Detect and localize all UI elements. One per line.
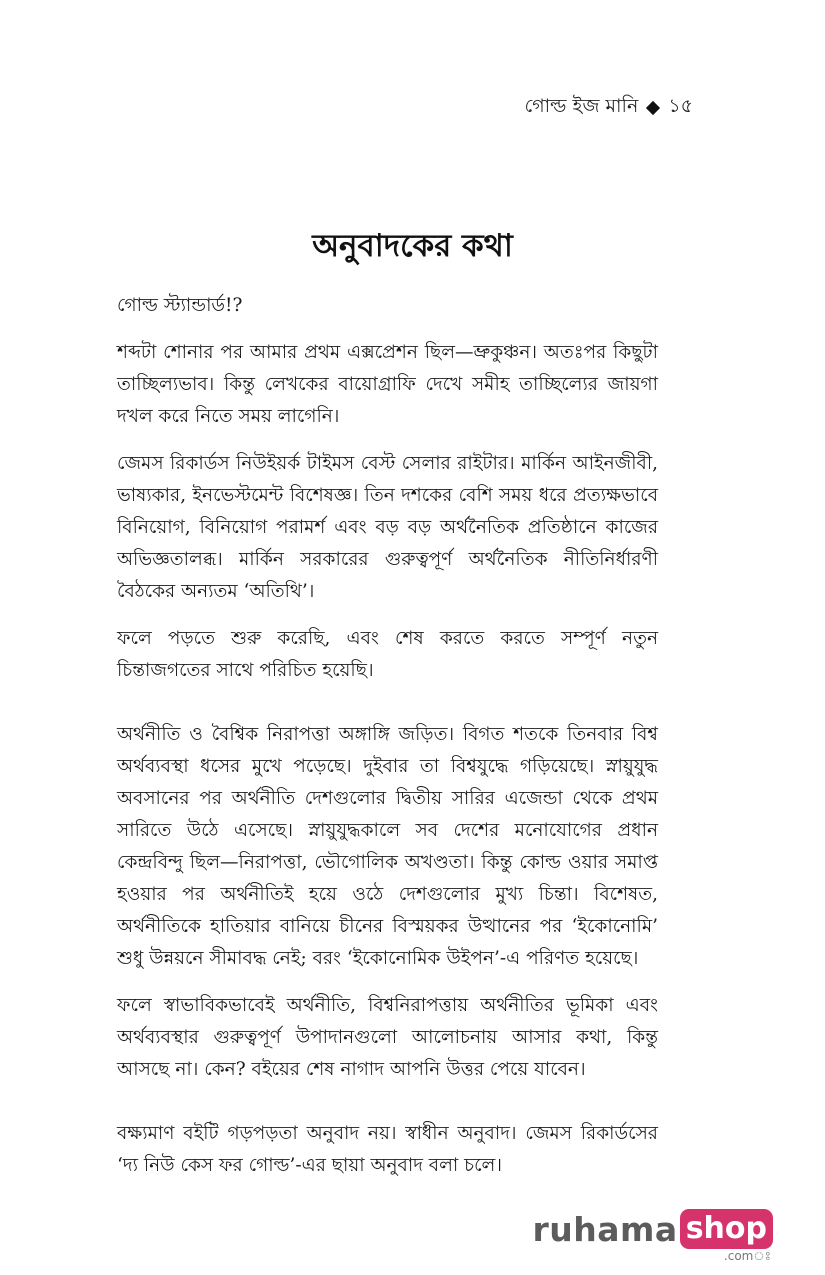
diamond-icon <box>646 101 660 115</box>
running-head <box>525 92 693 124</box>
paragraph: ফলে পড়তে শুরু করেছি, এবং শেষ করতে করতে সম্পূর্ণ নতুন চিন্তাজগতের সাথে পরিচিত হয়েছি। <box>117 628 658 681</box>
paragraph: জেমস রিকার্ডস নিউইয়র্ক টাইমস বেস্ট সেলার রাইটার। মার্কিন আইনজীবী, ভাষ্যকার, ইনভেস্টমেন্ট বিশেষজ্ঞ। তিন দশকের বেশি সময় ধরে প্রত্যক্ষভাবে বিনিয়োগ, বিনিয়োগ পরামর্শ এবং বড় বড় অর্থনৈতিক প্রতিষ্ঠানে কাজের অভিজ্ঞতালব্ধ। মার্কিন সরকারের গুরুত্বপূর্ণ অর্থনৈতিক নীতিনির্ধারণী বৈঠকের অন্যতম ‘অতিথি’। <box>117 453 658 602</box>
body-text <box>117 290 658 1197</box>
page-number: ১৫ <box>668 95 693 117</box>
paragraph: ফলে স্বাভাবিকভাবেই অর্থনীতি, বিশ্বনিরাপত্তায় অর্থনীতির ভূমিকা এবং অর্থব্যবস্থার গুরুত্বপূর্ণ উপাদানগুলো আলোচনায় আসার কথা, কিন্তু আসছে না। কেন? বইয়ের শেষ নাগাদ আপনি উত্তর পেয়ে যাবেন। <box>117 995 658 1080</box>
paragraph: গোল্ড স্ট্যান্ডার্ড!? <box>117 295 243 316</box>
logo-box-label: shop <box>685 1211 767 1246</box>
paragraph: বক্ষ্যমাণ বইটি গড়পড়তা অনুবাদ নয়। স্বাধীন অনুবাদ। জেমস রিকার্ডসের ‘দ্য নিউ কেস ফর গোল্ড’-এর ছায়া অনুবাদ বলা চলে। <box>117 1123 658 1176</box>
logo-text-box <box>680 1209 773 1263</box>
logo-text-sub: .comঃ <box>723 1249 771 1263</box>
paragraph: শব্দটা শোনার পর আমার প্রথম এক্সপ্রেশন ছিল—ভ্রুকুঞ্চন। অতঃপর কিছুটা তাচ্ছিল্যভাব। কিন্তু লেখকের বায়োগ্রাফি দেখে সমীহ তাচ্ছিল্যের জায়গা দখল করে নিতে সময় লাগেনি। <box>117 342 658 427</box>
book-title: গোল্ড ইজ মানি <box>524 95 639 117</box>
chapter-title: অনুবাদকের কথা <box>312 228 513 264</box>
watermark-logo <box>532 1209 774 1263</box>
logo-text-main: ruhama <box>532 1210 678 1249</box>
paragraph: অর্থনীতি ও বৈশ্বিক নিরাপত্তা অঙ্গাঙ্গি জড়িত। বিগত শতকে তিনবার বিশ্ব অর্থব্যবস্থা ধসের মুখে পড়েছে। দুইবার তা বিশ্বযুদ্ধে গড়িয়েছে। স্নায়ুযুদ্ধ অবসানের পর অর্থনীতি দেশগুলোর দ্বিতীয় সারির এজেন্ডা থেকে প্রথম সারিতে উঠে এসেছে। স্নায়ুযুদ্ধকালে সব দেশের মনোযোগের প্রধান কেন্দ্রবিন্দু ছিল—নিরাপত্তা, ভৌগোলিক অখণ্ডতা। কিন্তু কোল্ড ওয়ার সমাপ্ত হওয়ার পর অর্থনীতিই হয়ে ওঠে দেশগুলোর মুখ্য চিন্তা। বিশেষত, অর্থনীতিকে হাতিয়ার বানিয়ে চীনের বিস্ময়কর উত্থানের পর ‘ইকোনোমি’ শুধু উন্নয়নে সীমাবদ্ধ নেই; বরং ‘ইকোনোমিক উইপন’-এ পরিণত হয়েছে। <box>117 724 658 969</box>
